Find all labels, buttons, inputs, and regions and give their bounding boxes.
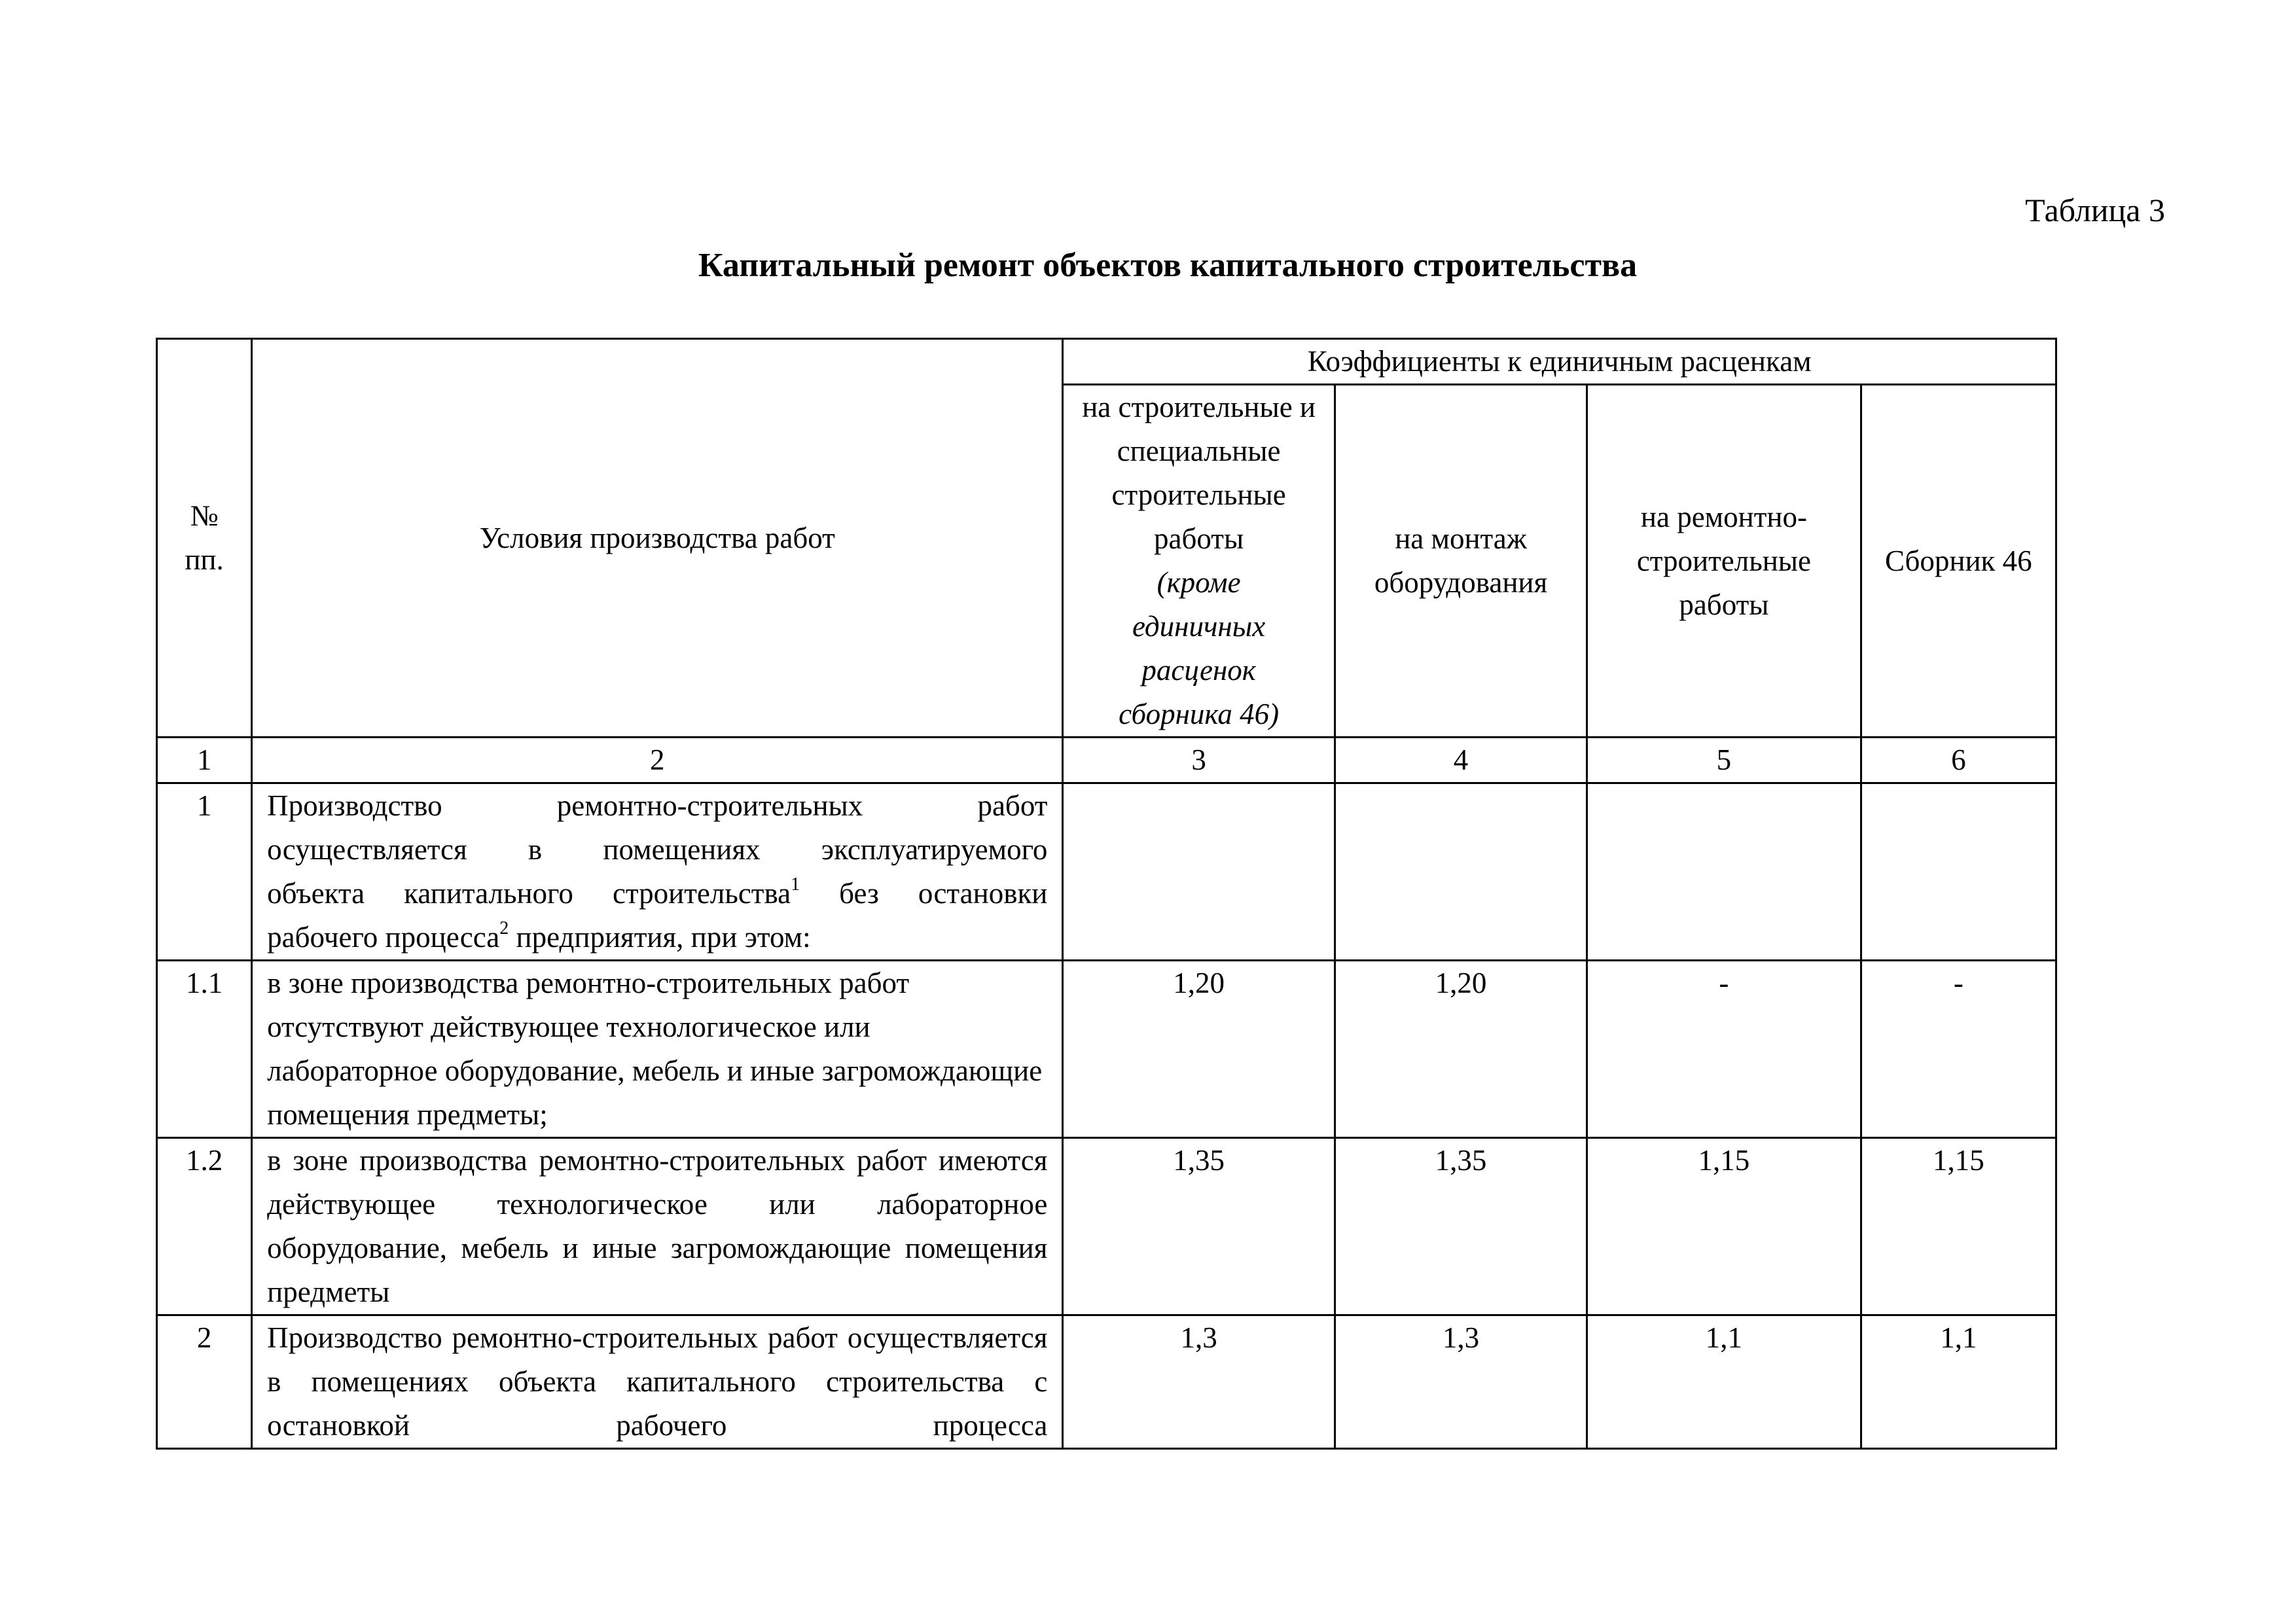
header-col4	[1335, 385, 1587, 738]
col-index-cell: 4	[1335, 738, 1587, 783]
col-index-cell: 5	[1587, 738, 1861, 783]
row-k6: -	[1861, 961, 2056, 1138]
row-num: 1	[157, 783, 252, 961]
table-row	[157, 961, 2056, 1138]
row-k4	[1335, 783, 1587, 961]
row-k5: 1,15	[1587, 1138, 1861, 1315]
header-col5-label: на ремонтно-строительные работы	[1636, 500, 1812, 621]
row-k3: 1,35	[1063, 1138, 1335, 1315]
row-conditions-fragment: объекта капитального строительства	[267, 877, 791, 910]
row-num: 1.1	[157, 961, 252, 1138]
row-k3: 1,3	[1063, 1315, 1335, 1449]
row-k4: 1,20	[1335, 961, 1587, 1138]
row-conditions-line: осуществляется в помещениях эксплуатируемого	[267, 833, 1048, 866]
header-col6-label: Сборник 46	[1884, 544, 2032, 577]
row-conditions: в зоне производства ремонтно-строительных работ отсутствуют действующее технологическое или лабораторное оборудование, мебель и иные загромождающие помещения предметы;	[252, 961, 1063, 1138]
footnote-ref: 1	[791, 874, 800, 895]
row-conditions-line	[267, 916, 1047, 959]
header-num-label: № пп.	[185, 499, 224, 576]
header-col3-note: (кроме единичных расценок сборника 46)	[1119, 566, 1280, 730]
header-col3-main: на строительные и специальные строительные работы	[1082, 391, 1316, 555]
header-coefficients-group	[1063, 339, 2056, 385]
header-col3	[1063, 385, 1335, 738]
col-index-cell: 3	[1063, 738, 1335, 783]
column-index-row	[157, 738, 2056, 783]
header-col5	[1587, 385, 1861, 738]
row-num: 1.2	[157, 1138, 252, 1315]
row-k3	[1063, 783, 1335, 961]
footnote-ref: 2	[499, 918, 509, 938]
row-k3: 1,20	[1063, 961, 1335, 1138]
table-row	[157, 783, 2056, 961]
row-k6: 1,15	[1861, 1138, 2056, 1315]
row-conditions-fragment: без остановки	[800, 877, 1048, 910]
row-k4: 1,3	[1335, 1315, 1587, 1449]
header-col4-label: на монтаж оборудования	[1374, 522, 1548, 599]
row-conditions-fragment: предприятия, при этом:	[509, 921, 811, 954]
col-index-cell: 2	[252, 738, 1063, 783]
table-row	[157, 1315, 2056, 1449]
table-number-label: Таблица 3	[2025, 192, 2165, 228]
row-conditions	[252, 783, 1063, 961]
header-coefficients-label: Коэффициенты к единичным расценкам	[1307, 345, 1812, 378]
row-k5	[1587, 783, 1861, 961]
row-conditions-fragment: рабочего процесса	[267, 921, 500, 954]
header-num	[157, 339, 252, 738]
row-conditions: Производство ремонтно-строительных работ осуществляется в помещениях объекта капитального строительства с остановкой рабочего процесса	[252, 1315, 1063, 1449]
row-k4: 1,35	[1335, 1138, 1587, 1315]
header-row-group	[157, 339, 2056, 385]
header-col6	[1861, 385, 2056, 738]
header-conditions-label: Условия производства работ	[479, 521, 835, 554]
row-k6	[1861, 783, 2056, 961]
row-conditions-line: Производство ремонтно-строительных работ	[267, 789, 1048, 822]
row-k5: 1,1	[1587, 1315, 1861, 1449]
col-index-cell: 6	[1861, 738, 2056, 783]
row-k6: 1,1	[1861, 1315, 2056, 1449]
header-conditions	[252, 339, 1063, 738]
table-row	[157, 1138, 2056, 1315]
row-conditions-line	[267, 872, 1047, 916]
row-conditions: в зоне производства ремонтно-строительных работ имеются действующее технологическое или лабораторное оборудование, мебель и иные загромождающие помещения предметы	[252, 1138, 1063, 1315]
page-title: Капитальный ремонт объектов капитального строительства	[698, 247, 1638, 284]
row-k5: -	[1587, 961, 1861, 1138]
row-num: 2	[157, 1315, 252, 1449]
col-index-cell: 1	[157, 738, 252, 783]
coefficients-table	[156, 338, 2057, 1450]
